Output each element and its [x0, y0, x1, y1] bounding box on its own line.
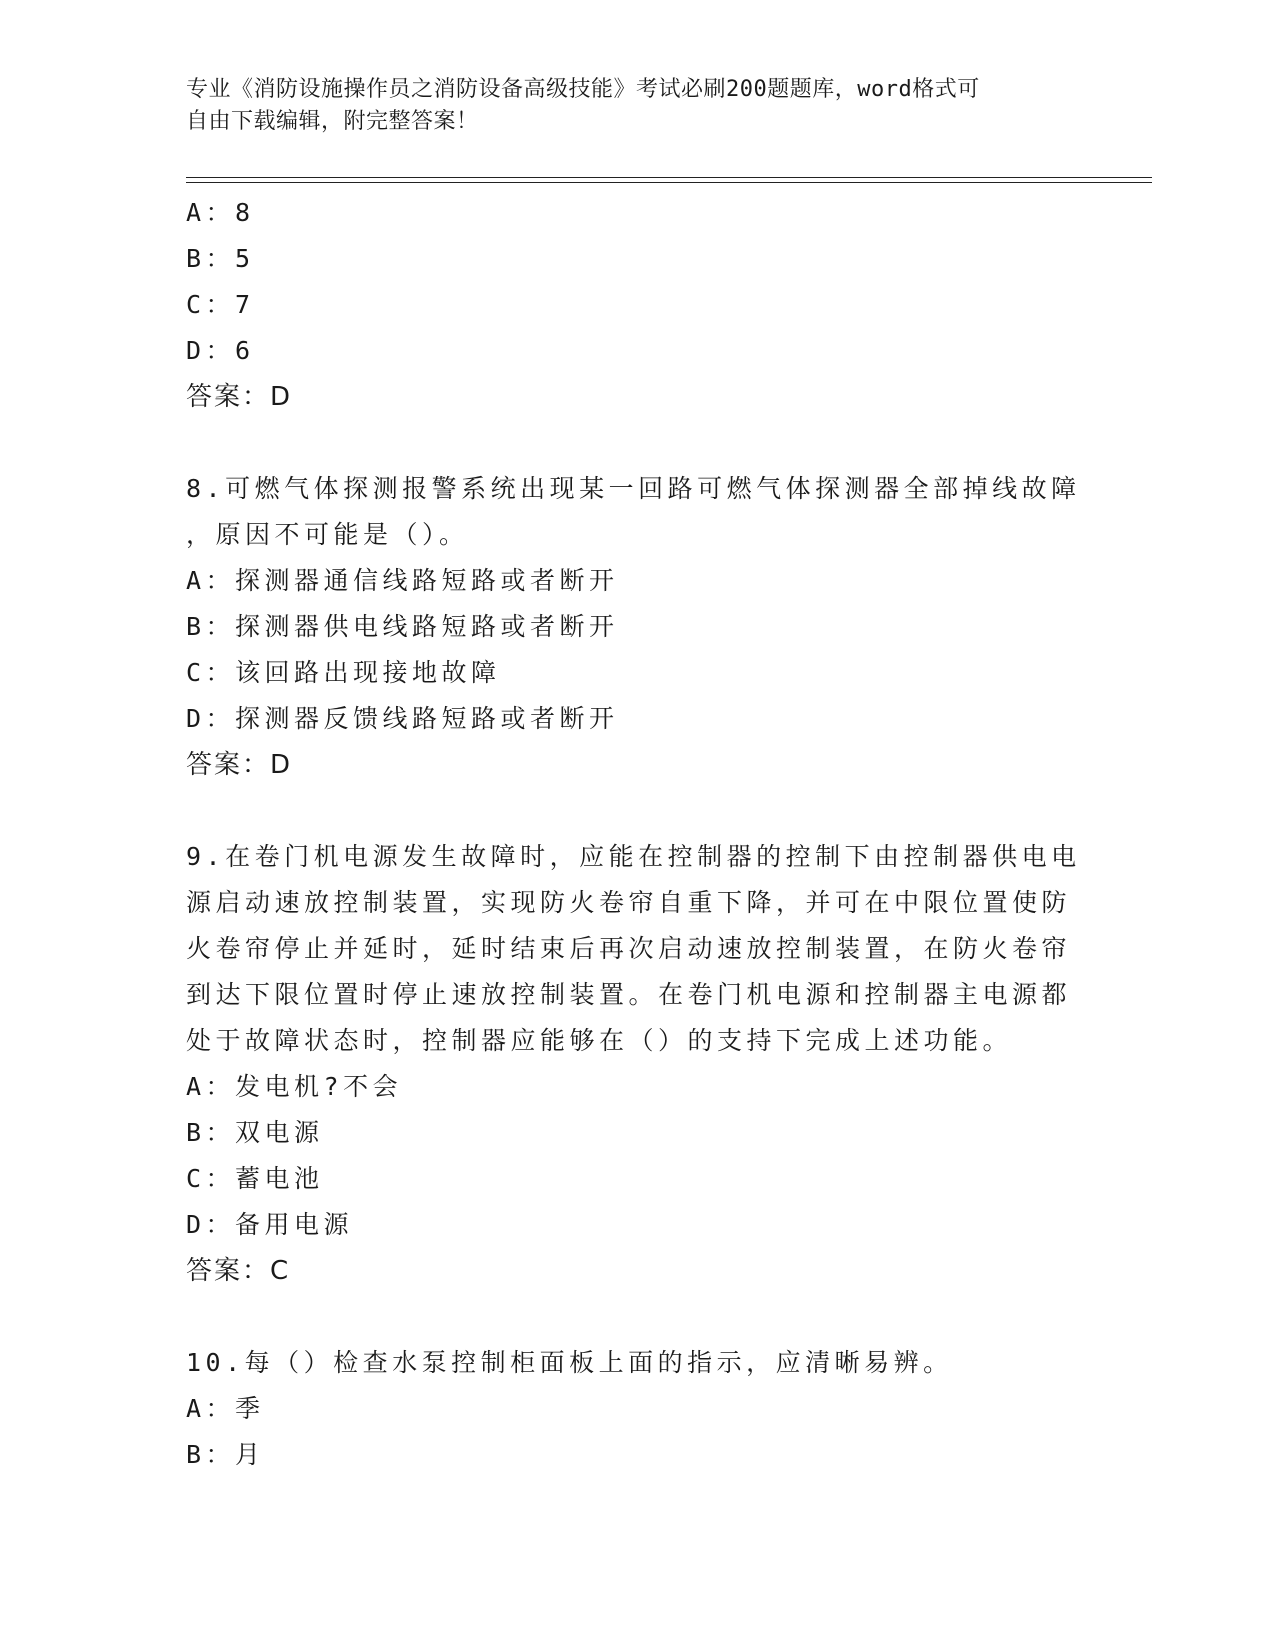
question-spacer [186, 1294, 1066, 1340]
option-c: C：蓄电池 [186, 1164, 324, 1193]
question-stem-line: 9.在卷门机电源发生故障时，应能在控制器的控制下由控制器供电电 [186, 842, 1081, 871]
question-spacer [186, 788, 1066, 834]
header-divider-top [186, 177, 1152, 178]
question-stem-line: 10.每（）检查水泵控制柜面板上面的指示，应清晰易辨。 [186, 1348, 953, 1377]
option-a: A：探测器通信线路短路或者断开 [186, 566, 619, 595]
answer: 答案：D [186, 382, 293, 412]
option-c: C：该回路出现接地故障 [186, 658, 501, 687]
question-stem-line: 到达下限位置时停止速放控制装置。在卷门机电源和控制器主电源都 [186, 980, 1072, 1009]
question-stem-line: 火卷帘停止并延时，延时结束后再次启动速放控制装置，在防火卷帘 [186, 934, 1072, 963]
question-stem-line: 源启动速放控制装置，实现防火卷帘自重下降，并可在中限位置使防 [186, 888, 1072, 917]
option-b: B：双电源 [186, 1118, 324, 1147]
question-stem-line: ，原因不可能是（）。 [186, 520, 469, 549]
option-a: A：发电机?不会 [186, 1072, 403, 1101]
option-a: A：季 [186, 1394, 265, 1423]
header-line-2: 自由下载编辑，附完整答案！ [186, 109, 479, 134]
option-b: B：月 [186, 1440, 265, 1469]
answer: 答案：C [186, 1256, 291, 1286]
question-list [186, 190, 1081, 1478]
option-c: C：7 [186, 290, 255, 319]
question-8 [186, 466, 1081, 788]
header-line-1: 专业《消防设施操作员之消防设备高级技能》考试必刷200题题库，word格式可 [186, 77, 980, 102]
option-d: D：探测器反馈线路短路或者断开 [186, 704, 619, 733]
question-10 [186, 1340, 1066, 1478]
question-spacer [186, 420, 1066, 466]
document-header [186, 74, 1066, 138]
header-divider-bottom [186, 182, 1152, 183]
question-9 [186, 834, 1081, 1294]
option-b: B：探测器供电线路短路或者断开 [186, 612, 619, 641]
option-b: B：5 [186, 244, 255, 273]
question-stem-line: 8.可燃气体探测报警系统出现某一回路可燃气体探测器全部掉线故障 [186, 474, 1081, 503]
option-d: D：备用电源 [186, 1210, 354, 1239]
option-a: A：8 [186, 198, 255, 227]
question-7 [186, 190, 1066, 420]
question-stem-line: 处于故障状态时，控制器应能够在（）的支持下完成上述功能。 [186, 1026, 1013, 1055]
option-d: D：6 [186, 336, 255, 365]
answer: 答案：D [186, 750, 293, 780]
